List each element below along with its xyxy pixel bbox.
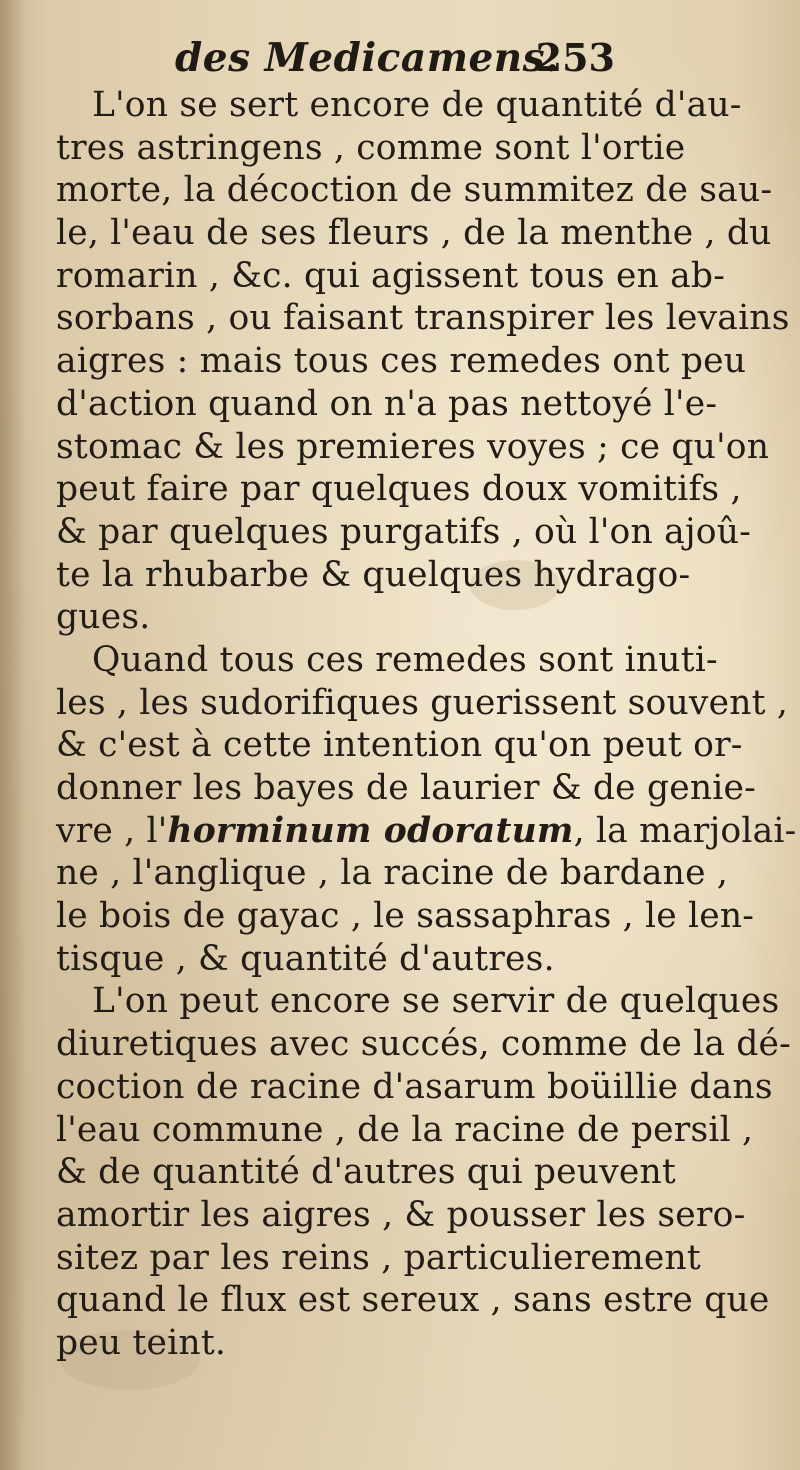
text-line: peut faire par quelques doux vomitifs , — [56, 469, 742, 510]
text-line: te la rhubarbe & quelques hydrago- — [56, 554, 691, 595]
text-line: stomac & les premieres voyes ; ce qu'on — [56, 426, 770, 467]
text-line: donner les bayes de laurier & de genie- — [56, 768, 756, 808]
text-line: le bois de gayac , le sassaphras , le len- — [56, 896, 755, 937]
paragraph-astringents — [56, 84, 790, 639]
text-line: sorbans , ou faisant transpirer les levains — [56, 298, 790, 339]
text-line: L'on peut encore se servir de quelques — [92, 981, 780, 1022]
text-line: quand le flux est sereux , sans estre que — [56, 1280, 770, 1321]
text-line: peu teint. — [56, 1322, 227, 1363]
text-line: d'action quand on n'a pas nettoyé l'e- — [56, 383, 718, 424]
running-head: des Medicamens. — [175, 35, 560, 81]
text-line: L'on se sert encore de quantité d'au- — [92, 85, 742, 125]
text-run: vre , l' — [56, 810, 168, 851]
page-header — [175, 32, 615, 84]
text-line: tisque , & quantité d'autres. — [56, 938, 555, 979]
text-line: tres astringens , comme sont l'ortie — [56, 127, 686, 168]
paragraph-diuretics — [56, 980, 792, 1364]
paragraph-sudorifics — [56, 639, 797, 981]
text-line: sitez par les reins , particulierement — [56, 1237, 701, 1278]
text-line: & par quelques purgatifs , où l'on ajoû- — [56, 511, 752, 552]
page-number: 253 — [535, 35, 615, 80]
text-line: & c'est à cette intention qu'on peut or- — [56, 725, 743, 766]
text-line: ne , l'anglique , la racine de bardane , — [56, 853, 729, 894]
text-line: Quand tous ces remedes sont inuti- — [92, 639, 718, 680]
text-line: coction de racine d'asarum boüillie dans — [56, 1066, 773, 1107]
italic-botanical-name: horminum odoratum — [167, 810, 574, 851]
text-line: les , les sudorifiques guerissent souvent , — [56, 682, 789, 723]
text-line: & de quantité d'autres qui peuvent — [56, 1152, 677, 1193]
text-line: aigres : mais tous ces remedes ont peu — [56, 341, 747, 382]
page-text — [56, 84, 797, 1365]
text-line: morte, la décoction de summitez de sau- — [56, 170, 773, 211]
text-line: diuretiques avec succés, comme de la dé- — [56, 1024, 792, 1065]
text-line: amortir les aigres , & pousser les sero- — [56, 1194, 746, 1235]
text-line: gues. — [56, 597, 151, 638]
text-run: , la marjolai- — [573, 810, 797, 851]
text-line: l'eau commune , de la racine de persil , — [56, 1109, 754, 1150]
text-line: le, l'eau de ses fleurs , de la menthe , du — [56, 213, 772, 254]
text-line: romarin , &c. qui agissent tous en ab- — [56, 255, 726, 296]
text-line — [56, 810, 797, 853]
